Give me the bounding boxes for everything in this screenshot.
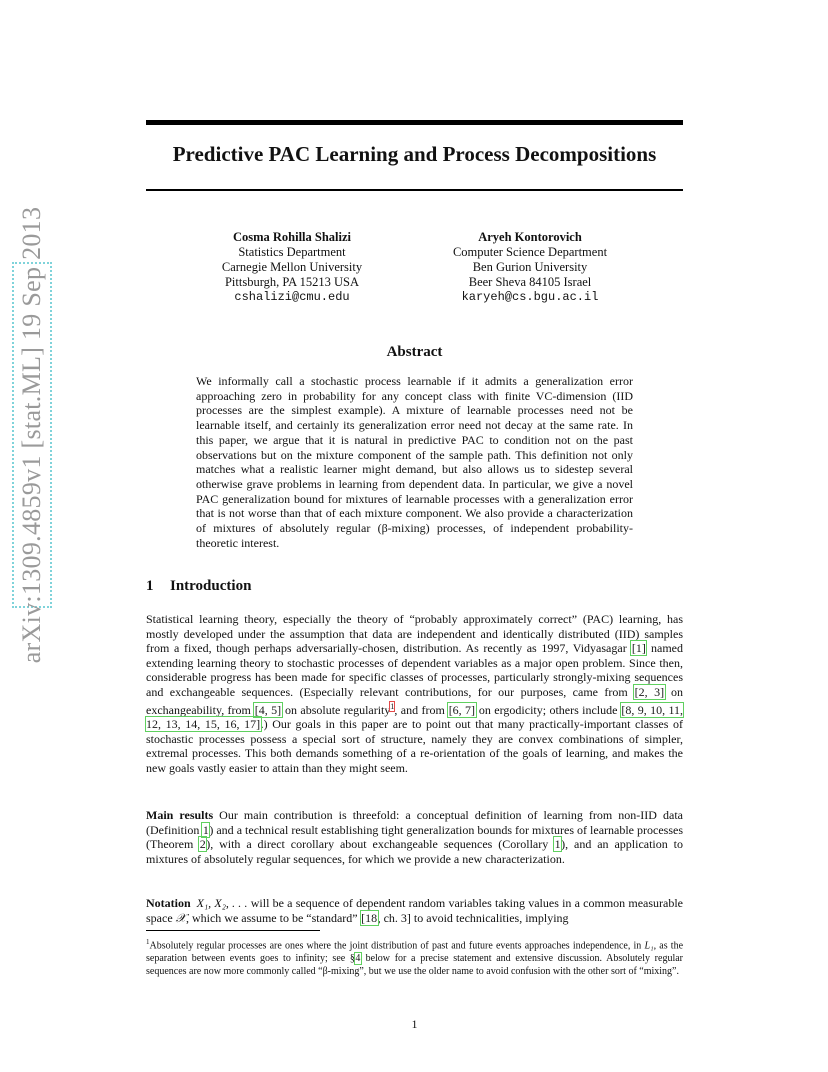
math-expression: 𝒳 [175, 910, 186, 925]
math-expression: L₁ [644, 940, 654, 952]
intro-paragraph [146, 612, 683, 776]
author-institution: Ben Gurion University [472, 260, 588, 274]
citation-link[interactable]: [6, 7] [448, 702, 476, 717]
text-run: Statistical learning theory, especially the theory of “probably approximately correct” (PAC) learning, has mostly developed under the assumption that data are independent and identically distributed (IID) samples from a fixed, though perhaps adversarially-chosen, distribution. As recently as 1997, Vidyasagar [146, 612, 683, 656]
footnote-rule [146, 930, 320, 931]
paragraph-label: Main results [146, 808, 214, 822]
main-results-paragraph [146, 808, 683, 866]
citation-link[interactable]: [1] [631, 641, 646, 656]
text-run: ) and a technical result establishing tight generalization bounds for mixtures of learnable processes (Theorem [146, 822, 684, 852]
text-run: below for a precise statement and extensive discussion. Absolutely regular sequences are now more commonly called “β-mixing”, but we use the older name to avoid confusion with the other sort of “mixing”. [146, 953, 683, 977]
author-name: Aryeh Kontorovich [478, 230, 582, 244]
author-address: Beer Sheva 84105 Israel [468, 275, 592, 289]
title-rule-bottom [146, 189, 683, 191]
text-run: will be a sequence of dependent random variables taking values in a common measurable space [146, 896, 683, 925]
title-rule-top [146, 120, 683, 125]
author-email[interactable]: karyeh@cs.bgu.ac.il [461, 290, 599, 304]
section-number: 1 [146, 578, 154, 594]
text-run: , and from [394, 702, 449, 717]
citation-link[interactable]: [18 [361, 910, 378, 925]
author-block-1 [172, 230, 412, 305]
footnote-mark: 1 [146, 938, 150, 946]
author-address: Pittsburgh, PA 15213 USA [224, 275, 360, 289]
text-run: on exchangeability, from [146, 684, 684, 717]
arxiv-stamp [12, 206, 52, 664]
abstract-heading: Abstract [386, 344, 443, 360]
text-run: Our main contribution is threefold: a conceptual definition of learning from non-IID data (Definition [146, 808, 683, 837]
author-email[interactable]: cshalizi@cmu.edu [234, 290, 350, 304]
section-heading [146, 578, 251, 595]
text-run: named extending learning theory to stochastic processes of dependent variables as a major open problem. Since then, considerable progress has been made for specific classes of processes, particularly strongly-mixing sequences and exchangeable sequences. (Especially relevant contributions, for our purposes, came from [146, 641, 683, 699]
citation-link[interactable]: [4, 5] [254, 702, 282, 717]
text-run: , ch. 3] to avoid technicalities, implying [377, 910, 569, 925]
author-dept: Statistics Department [238, 245, 346, 259]
section-link[interactable]: 4 [355, 953, 361, 965]
page-number: 1 [411, 1017, 418, 1031]
text-run: on absolute regularity [281, 702, 391, 717]
notation-paragraph [146, 896, 683, 925]
citation-link[interactable]: [8, 9, 10, 11, 12, 13, 14, 15, 16, 17] [146, 702, 684, 732]
author-dept: Computer Science Department [452, 245, 608, 259]
text-run: ), and an application to mixtures of absolutely regular sequences, for which we provide a new characterization. [146, 837, 683, 866]
text-run: Absolutely regular processes are ones where the joint distribution of past and future events approaches independence, in [149, 940, 645, 952]
text-run: on ergodicity; others include [475, 702, 621, 717]
text-run: ), with a direct corollary about exchangeable sequences (Corollary [206, 837, 555, 852]
text-run: .) Our goals in this paper are to point out that many practically-important classes of stochastic processes possess a special sort of structure, namely they are convex combinations of simpler, extremal processes. This both demands something of a re-orientation of the goals of learning, and makes the new goals vastly easier to attain than they might seem. [146, 717, 683, 775]
footnote [146, 936, 683, 978]
section-title: Introduction [170, 578, 252, 594]
text-run: , as the separation between events goes to infinity; see § [146, 940, 684, 965]
footnote-link[interactable]: 1 [390, 701, 395, 711]
paragraph-label: Notation [146, 896, 191, 910]
corollary-link[interactable]: 1 [554, 837, 561, 852]
arxiv-stamp-text: arXiv:1309.4859v1 [stat.ML] 19 Sep 2013 [17, 206, 46, 664]
author-institution: Carnegie Mellon University [221, 260, 363, 274]
theorem-link[interactable]: 2 [199, 837, 206, 852]
citation-link[interactable]: [2, 3] [634, 684, 665, 699]
abstract-text: We informally call a stochastic process learnable if it admits a generalization error approaching zero in probability for any concept class with finite VC-dimension (IID processes are the simplest example). A mixture of learnable processes need not be learnable itself, and certainly its generalization error need not decay at the same rate. In this paper, we argue that it is natural in predictive PAC to condition not on the past observations but on the mixture component of the sample path. This definition not only matches what a realistic learner might demand, but also allows us to sidestep several otherwise grave problems in learning from dependent data. In particular, we give a novel PAC generalization bound for mixtures of learnable processes with a generalization error that is not worse than that of each mixture component. We also provide a characterization of mixtures of absolutely regular (β-mixing) processes, of independent probability-theoretic interest. [196, 374, 633, 550]
paper-title: Predictive PAC Learning and Process Decompositions [172, 142, 657, 166]
author-block-2 [410, 230, 650, 305]
author-name: Cosma Rohilla Shalizi [232, 230, 352, 244]
definition-link[interactable]: 1 [202, 822, 209, 837]
math-expression: X₁, X₂, . . . [196, 896, 248, 910]
text-run: , which we assume to be “standard” [185, 910, 361, 925]
